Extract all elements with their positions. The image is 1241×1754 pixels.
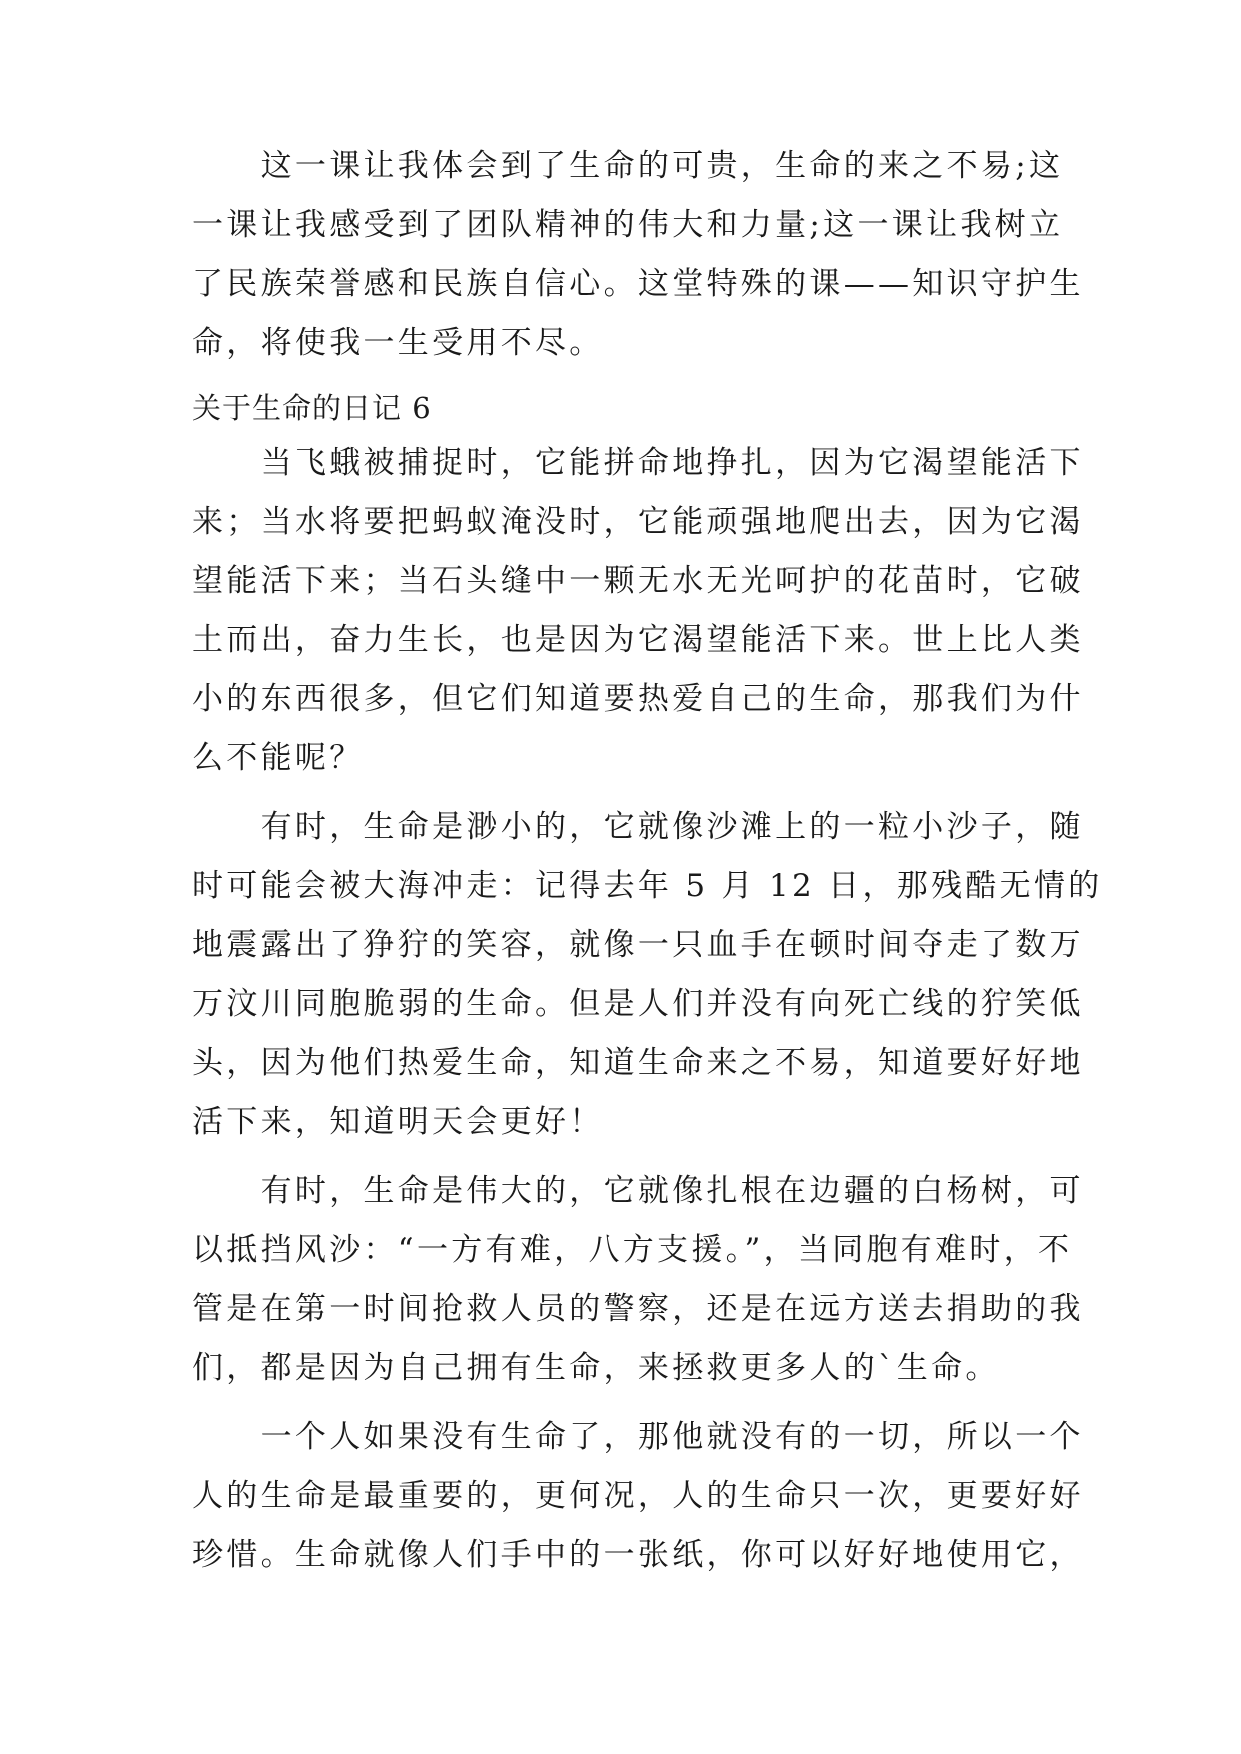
text-line: 时可能会被大海冲走：记得去年 5 月 12 日，那残酷无情的 xyxy=(192,868,1103,904)
text-line: 人的生命是最重要的，更何况，人的生命只一次，更要好好 xyxy=(192,1478,1084,1514)
text-line: 小的东西很多，但它们知道要热爱自己的生命，那我们为什 xyxy=(192,681,1084,717)
text-line: 来；当水将要把蚂蚁淹没时，它能顽强地爬出去，因为它渴 xyxy=(192,504,1084,540)
text-line: 活下来，知道明天会更好！ xyxy=(192,1104,604,1140)
text-line: 么不能呢？ xyxy=(192,740,364,776)
text-line: 一课让我感受到了团队精神的伟大和力量;这一课让我树立 xyxy=(192,207,1064,243)
text-line: 管是在第一时间抢救人员的警察，还是在远方送去捐助的我 xyxy=(192,1291,1084,1327)
text-line: 土而出，奋力生长，也是因为它渴望能活下来。世上比人类 xyxy=(192,622,1084,658)
text-line: 地震露出了狰狞的笑容，就像一只血手在顿时间夺走了数万 xyxy=(192,927,1084,963)
text-line: 以抵挡风沙：“一方有难，八方支援。”，当同胞有难时，不 xyxy=(192,1232,1073,1268)
text-line: 有时，生命是渺小的，它就像沙滩上的一粒小沙子，随 xyxy=(192,809,1084,845)
text-line: 这一课让我体会到了生命的可贵，生命的来之不易;这 xyxy=(192,148,1064,184)
text-line: 了民族荣誉感和民族自信心。这堂特殊的课——知识守护生 xyxy=(192,266,1084,302)
text-line: 万汶川同胞脆弱的生命。但是人们并没有向死亡线的狞笑低 xyxy=(192,986,1084,1022)
text-line: 望能活下来；当石头缝中一颗无水无光呵护的花苗时，它破 xyxy=(192,563,1084,599)
text-line: 有时，生命是伟大的，它就像扎根在边疆的白杨树，可 xyxy=(192,1173,1084,1209)
text-line: 命，将使我一生受用不尽。 xyxy=(192,325,604,361)
text-line: 头，因为他们热爱生命，知道生命来之不易，知道要好好地 xyxy=(192,1045,1084,1081)
text-line: 一个人如果没有生命了，那他就没有的一切，所以一个 xyxy=(192,1419,1084,1455)
text-line: 珍惜。生命就像人们手中的一张纸，你可以好好地使用它， xyxy=(192,1537,1084,1573)
section-heading: 关于生命的日记 6 xyxy=(192,391,432,425)
text-line: 们，都是因为自己拥有生命，来拯救更多人的`生命。 xyxy=(192,1350,1000,1386)
text-line: 当飞蛾被捕捉时，它能拼命地挣扎，因为它渴望能活下 xyxy=(192,445,1084,481)
